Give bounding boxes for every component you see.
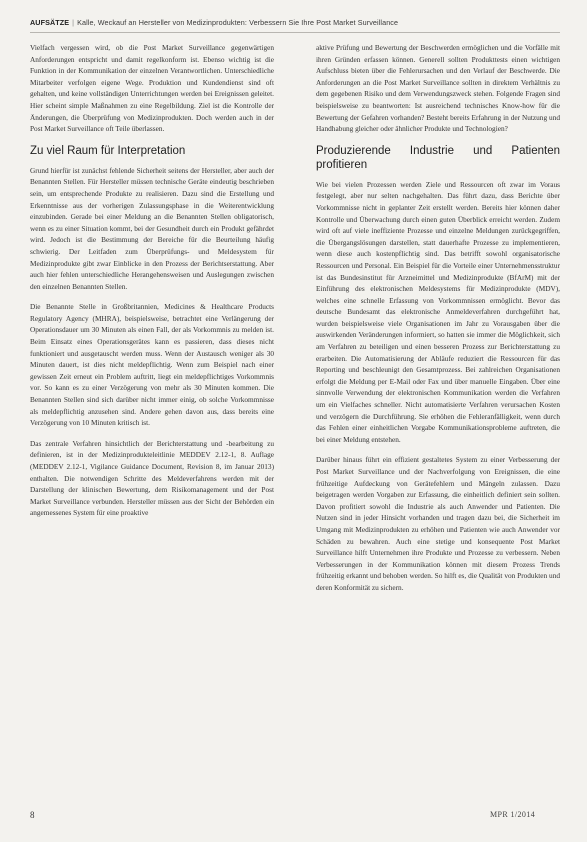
running-header [30,18,560,36]
left-column [30,42,274,528]
left-paragraph-1: Vielfach vergessen wird, ob die Post Market Surveillance gegenwärtigen Anforderungen entspricht und damit regelkonform ist. Ebenso wichtig ist die Funktion in der Kommunikation der einzelnen Verantwortlichen. Unterschiedliche Mitarbeiter verfolgen eigene Wege. Produktion und Kundendienst sind oft gehalten, und keine vollständigen Unterrichtungen werden bei Ereignissen geleitet. Hier scheint simple Maßnahmen zu eine Regelbildung. Ziel ist die Kontrolle der Änderungen, die Überprüfung von Medizinprodukten. Doch werden auch in der Post Market Surveillance oft Teile überlassen. [30,43,274,134]
section-heading-interpretation: Zu viel Raum für Interpretation [30,144,186,157]
section-label: AUFSÄTZE [30,18,70,27]
running-title: Kalle, Weckauf an Hersteller von Medizinprodukten: Verbessern Sie Ihre Post Market Surveillance [77,18,399,27]
right-paragraph-1: aktive Prüfung und Bewertung der Beschwerden ermöglichen und die Vorfälle mit ihren Gründen erfassen können. Generell sollten Produkttests einen wichtigen Aufschluss bieten über die Fehlerursachen und den Verlauf der Beschwerde. Die Anforderungen an die Post Market Surveillance sollten in direktem Verhältnis zu dem gegebenen Risiko und dem Verwendungszweck stehen. Folgende Fragen sind beispielsweise zu beantworten: Ist ausreichend technisches Know-how für die Bewertung der Gefahren vorhanden? Besteht bereits Erfahrung in der Nutzung und Handhabung gleicher oder ähnlicher Produkte und Technologien? [316,43,560,134]
header-separator: | [72,18,75,27]
right-column [316,42,560,603]
section-heading-industry: Produzierende Industrie und Patienten profitieren [316,144,560,171]
left-paragraph-2: Grund hierfür ist zunächst fehlende Sicherheit seitens der Hersteller, aber auch der Benannten Stellen. Für Hersteller müssen technische Geräte eindeutig beschrieben sein, um entsprechende Produkte zu realisieren. Dazu sind die Erstellung und Erkenntnisse aus der vorherigen Zulassungsphase in die Weiterentwicklung einzubinden. Gerade bei einer Meldung an die Benannten Stellen obligatorisch, wenn es zu einer Situation kommt, bei der Gesundheit durch ein Produkt gefährdet wird. Jedoch ist die Bestimmung der Bereiche für die Beurteilung häufig schwierig. Der Leitfaden zum Überprüfungs- und Meldesystem für Medizinprodukte gibt zwar Einblicke in den Prozess der Berichtserstattung. Aber auch hier fehlen unterschiedliche Herangehensweisen und Auslegungen zwischen den einzelnen Benannten Stellen. [30,165,274,291]
right-paragraph-3: Darüber hinaus führt ein effizient gestaltetes System zu einer Verbesserung der Post Market Surveillance und der Nachverfolgung von Ereignissen, die eine frühzeitige Aufdeckung von Gerätefehlern und Mängeln zulassen. Dazu beigetragen werden Vorgaben zur Erfassung, die einheitlich definiert sein sollten. Davon profitiert sowohl die Industrie als auch Anwender und Patienten. Die Nutzen sind in jeder Hinsicht vorhanden und tragen dazu bei, die Sicherheit im Umgang mit Medizinprodukten zu erhöhen und Patienten wie auch Anwender vor Schäden zu bewahren. Auch eine stetige und konsequente Post Market Surveillance hilft Unternehmen ihre Produkte und Prozesse zu verbessern. Neben Verbesserungen in der Kommunikation können mit diesem Prozess Trends frühzeitig erkannt und behoben werden. So hilft es, die Qualität von Produkten und deren Konformität zu sichern. [316,455,560,592]
right-paragraph-2: Wie bei vielen Prozessen werden Ziele und Ressourcen oft zwar im Voraus festgelegt, aber nur selten nachgehalten. Das führt dazu, dass Berichte über Vorkommnisse nicht in geplanter Zeit erstellt werden. Bereits hier können daher Kontrolle und Überwachung durch einen guten Überblick erreicht werden. Zudem wird oft auf viele ineffiziente Prozesse und einzelne Meldungen zurückgegriffen, die Übergangslösungen darstellen, statt dauerhafte Prozesse zu implementieren, wenn diese auch kostenpflichtig sind. Das betrifft sowohl organisatorische Ressourcen und Personal. Ein Beispiel für die Vorteile einer Unternehmensstruktur ist das Bundesinstitut für Arzneimittel und Medizinprodukte (BfArM) mit der Einführung des elektronischen Meldesystems für Medizinprodukte (MDV), welches eine schnelle Erfassung von Vorkommnissen ermöglicht. Bevor das deutsche Bundesamt das elektronische Anmeldeverfahren durchgeführt hat, wurden beispielsweise viele Organisationen im Jahr zu Vorausgaben über die auswirkenden Veränderungen informiert, so hatten sie immer die Möglichkeit, sich am Verfahren zu beteiligen und einen besseren Prozess zur Berichterstattung zu erarbeiten. Die Automatisierung der Abläufe reduziert die Ressourcen für das Reporting und beschleunigt den Gesamtprozess. Bei zahlreichen Organisationen erfolgt die Meldung per E-Mail oder Fax und über manuelle Eingaben. Über eine sinnvolle Verwendung der elektronischen Kommunikation werden die Verfahren um ein Vielfaches schneller. Nicht automatisierte Verfahren verursachen Kosten und verzögern die Durchführung. Sie erhöhen die Fehleranfälligkeit, wenn durch das Fehlen einer einheitlichen Vorgabe Kommunikationsprobleme auftreten, die bei einer Meldung entstehen. [316,179,560,444]
left-paragraph-4: Das zentrale Verfahren hinsichtlich der Berichterstattung und -bearbeitung zu definieren, ist in der Medizinprodukteleitlinie MEDDEV 2.12-1, 8. Auflage (MEDDEV 2.12-1, Vigilance Guidance Document, Revision 8, im Januar 2013) enthalten. Die notwendigen Schritte des Meldeverfahrens werden mit der Darstellung der klinischen Bewertung, dem Risikomanagement und der Post Market Surveillance verbunden. Hersteller müssen aus der Sicht der Behörden ein angemessenes System für eine proaktive [30,438,274,518]
journal-issue: MPR 1/2014 [490,810,536,819]
header-rule [30,32,560,33]
page-number: 8 [30,810,35,820]
left-paragraph-3: Die Benannte Stelle in Großbritannien, Medicines & Healthcare Products Regulatory Agency (MHRA), beispielsweise, betrachtet eine Verlängerung der Operationsdauer um 30 Minuten als einen Fall, der als Vorkommnis zu melden ist. Beim Einsatz eines Operationsgerätes kann es passieren, dass dieses nicht funktioniert und ausgetauscht werden muss. Wenn der Austausch weniger als 30 Minuten dauert, ist dies nicht meldepflichtig. Wenn zum Beispiel nach einer gewissen Zeit erneut ein Problem auftritt, liegt ein meldepflichtiges Vorkommnis vor. So kann es zu einer Verzögerung von mehr als 30 Minuten kommen. Die Benannten Stellen sind sich darüber nicht immer einig, ob solche Vorkommnisse als meldepflichtig anzusehen sind. Andere gehen davon aus, dass bereits eine Verzögerung von 10 Minuten kritisch ist. [30,302,274,428]
